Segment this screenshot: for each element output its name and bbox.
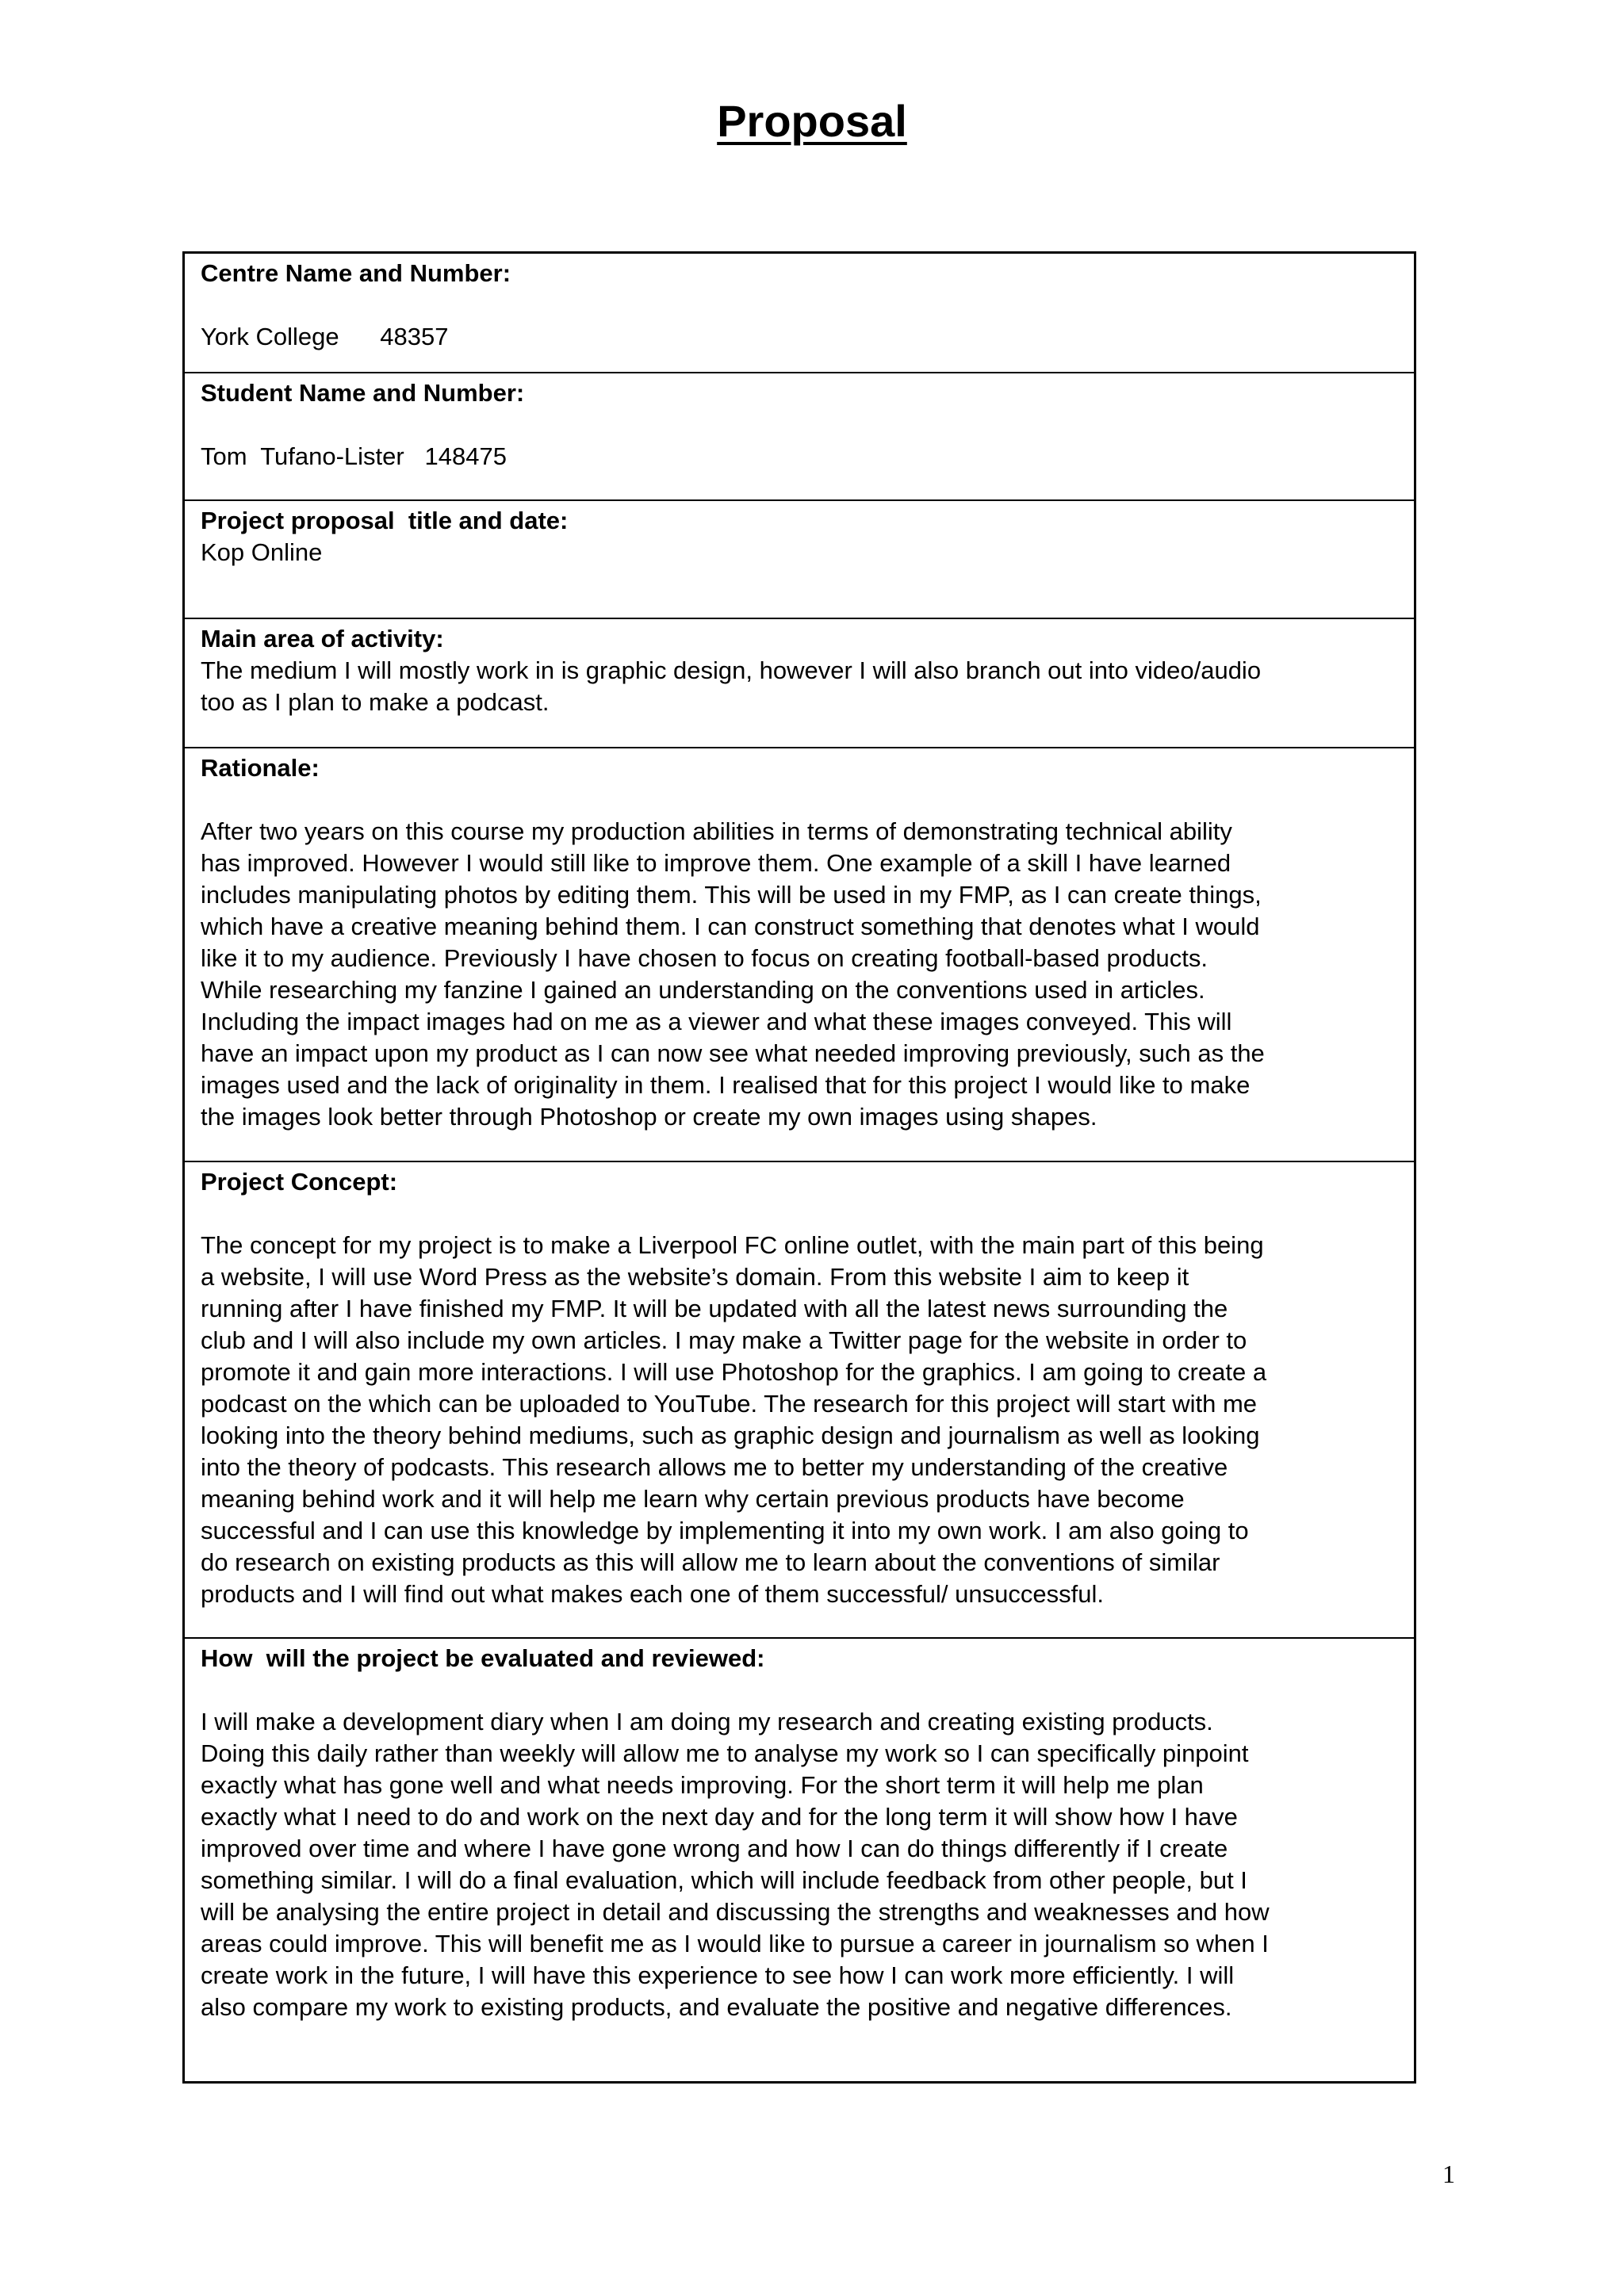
activity-text: The medium I will mostly work in is graphic design, however I will also branch out into video/audio too as I plan to make a podcast.: [201, 656, 1262, 716]
project-title-value: Kop Online: [201, 538, 323, 566]
centre-section: [185, 254, 1414, 372]
proposal-form-table: [182, 251, 1416, 2084]
concept-text: The concept for my project is to make a Liverpool FC online outlet, with the main part of this being a website, I will use Word Press as the website’s domain. From this website I aim to keep it running after I have finished my FMP. It will be updated with all the latest news surrounding the club and I will also include my own articles. I may make a Twitter page for the website in order to promote it and gain more interactions. I will use Photoshop for the graphics. I am going to create a podcast on the which can be uploaded to YouTube. The research for this project will start with me looking into the theory behind mediums, such as graphic design and journalism as well as looking into the theory of podcasts. This research allows me to better my understanding of the creative meaning behind work and it will help me learn why certain previous products have become successful and I can use this knowledge by implementing it into my own work. I am also going to do research on existing products as this will allow me to learn about the conventions of similar products and I will find out what makes each one of them successful/ unsuccessful.: [201, 1231, 1267, 1608]
student-section: [185, 372, 1414, 499]
activity-section: [185, 618, 1414, 747]
rationale-section: [185, 747, 1414, 1161]
centre-label: Centre Name and Number:: [201, 259, 511, 287]
page-title: Proposal: [717, 96, 907, 146]
evaluation-text: I will make a development diary when I am doing my research and creating existing products. Doing this daily rather than weekly will allow me to analyse my work so I can specifically pinpoint exactly what has gone well and what needs improving. For the short term it will help me plan exactly what I need to do and work on the next day and for the long term it will show how I have improved over time and where I have gone wrong and how I can do things differently if I create something similar. I will do a final evaluation, which will include feedback from other people, but I will be analysing the entire project in detail and discussing the strengths and weaknesses and how areas could improve. This will benefit me as I would like to pursue a career in journalism so when I create work in the future, I will have this experience to see how I can work more efficiently. I will also compare my work to existing products, and evaluate the positive and negative differences.: [201, 1708, 1270, 2021]
evaluation-label: How will the project be evaluated and reviewed:: [201, 1644, 765, 1672]
student-label: Student Name and Number:: [201, 379, 525, 407]
project-title-section: [185, 499, 1414, 618]
rationale-text: After two years on this course my production abilities in terms of demonstrating technical ability has improved. However I would still like to improve them. One example of a skill I have learned includes manipulating photos by editing them. This will be used in my FMP, as I can create things, which have a creative meaning behind them. I can construct something that denotes what I would like it to my audience. Previously I have chosen to focus on creating football-based products. While researching my fanzine I gained an understanding on the conventions used in articles. Including the impact images had on me as a viewer and what these images conveyed. This will have an impact upon my product as I can now see what needed improving previously, such as the images used and the lack of originality in them. I realised that for this project I would like to make the images look better through Photoshop or create my own images using shapes.: [201, 817, 1265, 1131]
centre-value: York College 48357: [201, 323, 449, 350]
concept-label: Project Concept:: [201, 1168, 398, 1196]
page-number: 1: [1442, 2160, 1455, 2188]
student-value: Tom Tufano-Lister 148475: [201, 442, 508, 470]
evaluation-section: [185, 1637, 1414, 2081]
activity-label: Main area of activity:: [201, 625, 444, 652]
project-title-label: Project proposal title and date:: [201, 507, 569, 534]
concept-section: [185, 1161, 1414, 1637]
rationale-label: Rationale:: [201, 754, 320, 782]
